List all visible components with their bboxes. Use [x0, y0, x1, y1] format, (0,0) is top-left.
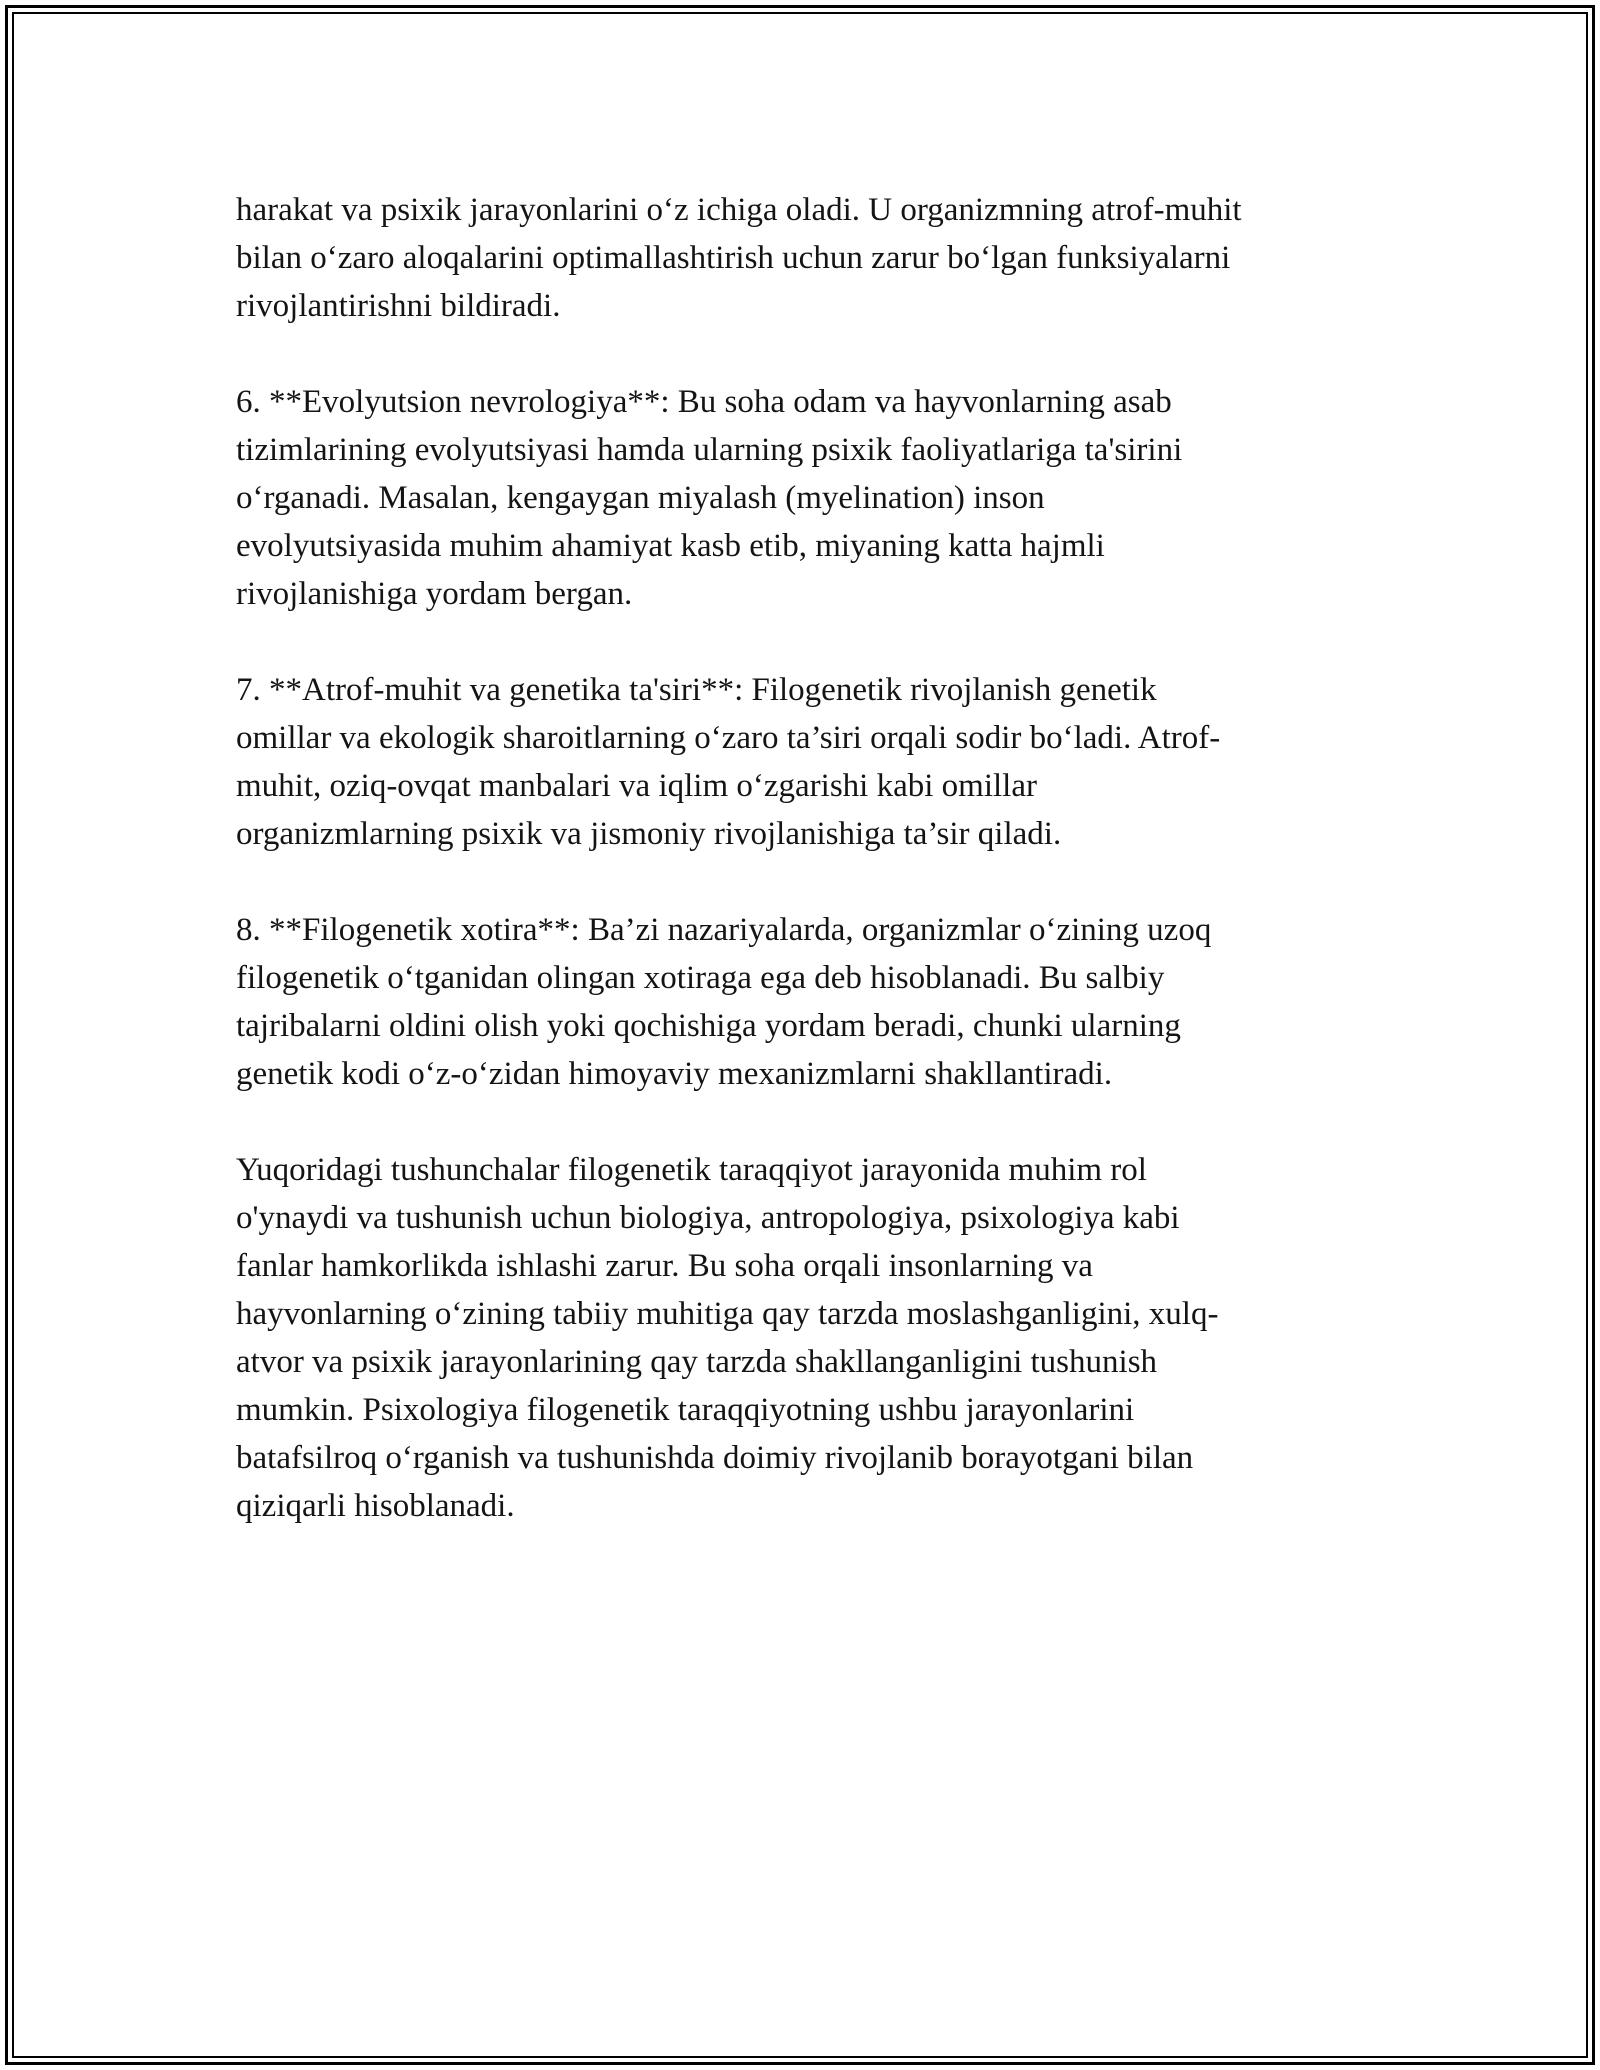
paragraph-phylogenetic-memory: 8. **Filogenetik xotira**: Ba’zi nazariyalarda, organizmlar o‘zining uzoq filogenetik o‘tganidan olingan xotiraga ega deb hisoblanadi. Bu salbiy tajribalarni oldini olish yoki qochishiga yordam beradi, chunki ularning genetik kodi o‘z-o‘zidan himoyaviy mexanizmlarni shakllantiradi.: [236, 912, 1212, 1092]
paragraph-evolutionary-neurology: 6. **Evolyutsion nevrologiya**: Bu soha odam va hayvonlarning asab tizimlarining evolyutsiyasi hamda ularning psixik faoliyatlariga ta'sirini o‘rganadi. Masalan, kengaygan miyalash (myelination) inson evolyutsiyasida muhim ahamiyat kasb etib, miyaning katta hajmli rivojlanishiga yordam bergan.: [236, 384, 1183, 612]
document-body: [236, 186, 1366, 1578]
paragraph-conclusion: Yuqoridagi tushunchalar filogenetik taraqqiyot jarayonida muhim rol o'ynaydi va tushunish uchun biologiya, antropologiya, psixologiya kabi fanlar hamkorlikda ishlashi zarur. Bu soha orqali insonlarning va hayvonlarning o‘zining tabiiy muhitiga qay tarzda moslashganligini, xulq- atvor va psixik jarayonlarining qay tarzda shakllanganligini tushunish mumkin. Psixologiya filogenetik taraqqiyotning ushbu jarayonlarini batafsilroq o‘rganish va tushunishda doimiy rivojlanib borayotgani bilan qiziqarli hisoblanadi.: [236, 1152, 1219, 1524]
paragraph-intro-continuation: harakat va psixik jarayonlarini o‘z ichiga oladi. U organizmning atrof-muhit bilan o‘zaro aloqalarini optimallashtirish uchun zarur bo‘lgan funksiyalarni rivojlantirishni bildiradi.: [236, 192, 1242, 324]
paragraph-environment-genetics: 7. **Atrof-muhit va genetika ta'siri**: Filogenetik rivojlanish genetik omillar va ekologik sharoitlarning o‘zaro ta’siri orqali sodir bo‘ladi. Atrof- muhit, oziq-ovqat manbalari va iqlim o‘zgarishi kabi omillar organizmlarning psixik va jismoniy rivojlanishiga ta’sir qiladi.: [236, 672, 1221, 852]
